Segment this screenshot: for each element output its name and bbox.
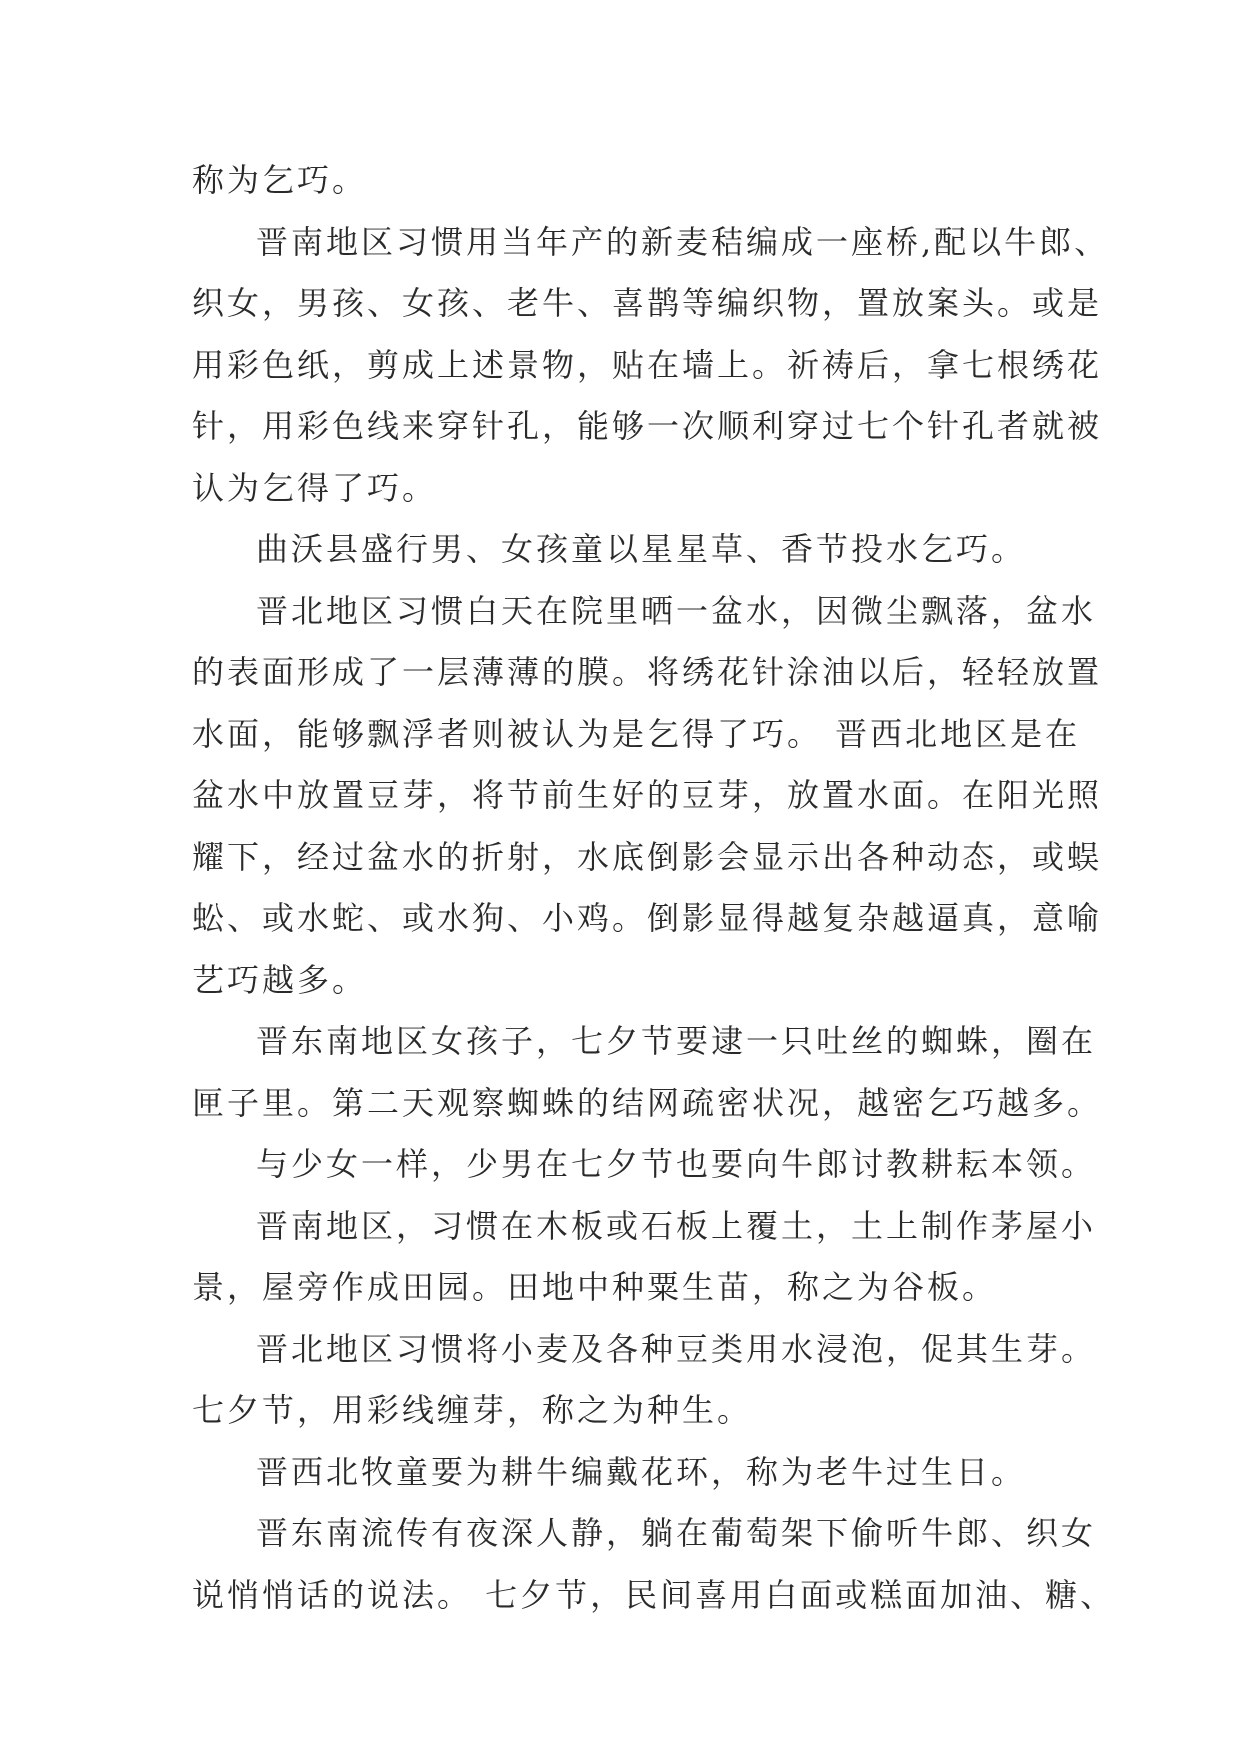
text-line-12: 耀下，经过盆水的折射，水底倒影会显示出各种动态，或蜈 <box>192 837 1103 876</box>
text-line-02: 晋南地区习惯用当年产的新麦秸编成一座桥,配以牛郎、 <box>256 222 1110 261</box>
text-line-13: 蚣、或水蛇、或水狗、小鸡。倒影显得越复杂越逼真，意喻 <box>192 899 1103 937</box>
text-line-14: 艺巧越多。 <box>192 960 368 999</box>
text-line-23: 晋东南流传有夜深人静，躺在葡萄架下偷听牛郎、织女 <box>256 1514 1097 1552</box>
text-line-11: 盆水中放置豆芽，将节前生好的豆芽，放置水面。在阳光照 <box>192 776 1103 814</box>
text-line-06: 认为乞得了巧。 <box>192 468 438 507</box>
text-line-19: 景，屋旁作成田园。田地中种粟生苗，称之为谷板。 <box>192 1268 998 1306</box>
body-text <box>192 150 1116 1626</box>
text-line-09: 的表面形成了一层薄薄的膜。将绣花针涂油以后，轻轻放置 <box>192 653 1103 691</box>
text-line-08: 晋北地区习惯白天在院里晒一盆水，因微尘飘落，盆水 <box>256 591 1097 630</box>
text-line-01: 称为乞巧。 <box>192 161 368 199</box>
text-line-20: 晋北地区习惯将小麦及各种豆类用水浸泡，促其生芽。 <box>256 1329 1097 1368</box>
text-line-10: 水面，能够飘浮者则被认为是乞得了巧。 晋西北地区是在 <box>192 714 1081 753</box>
text-line-04: 用彩色纸，剪成上述景物，贴在墙上。祈祷后，拿七根绣花 <box>192 345 1103 384</box>
text-line-07: 曲沃县盛行男、女孩童以星星草、香节投水乞巧。 <box>256 530 1027 568</box>
text-line-05: 针，用彩色线来穿针孔，能够一次顺利穿过七个针孔者就被 <box>192 407 1103 445</box>
text-line-21: 七夕节，用彩线缠芽，称之为种生。 <box>192 1391 753 1429</box>
text-line-03: 织女，男孩、女孩、老牛、喜鹊等编织物，置放案头。或是 <box>192 284 1103 322</box>
text-line-15: 晋东南地区女孩子，七夕节要逮一只吐丝的蜘蛛，圈在 <box>256 1022 1097 1060</box>
text-line-17: 与少女一样，少男在七夕节也要向牛郎讨教耕耘本领。 <box>256 1145 1097 1183</box>
text-line-16: 匣子里。第二天观察蜘蛛的结网疏密状况，越密乞巧越多。 <box>192 1083 1103 1122</box>
text-line-24: 说悄悄话的说法。 七夕节，民间喜用白面或糕面加油、糖、 <box>192 1575 1116 1614</box>
text-line-22: 晋西北牧童要为耕牛编戴花环，称为老牛过生日。 <box>256 1452 1027 1491</box>
text-line-18: 晋南地区，习惯在木板或石板上覆土，土上制作茅屋小 <box>256 1206 1097 1245</box>
